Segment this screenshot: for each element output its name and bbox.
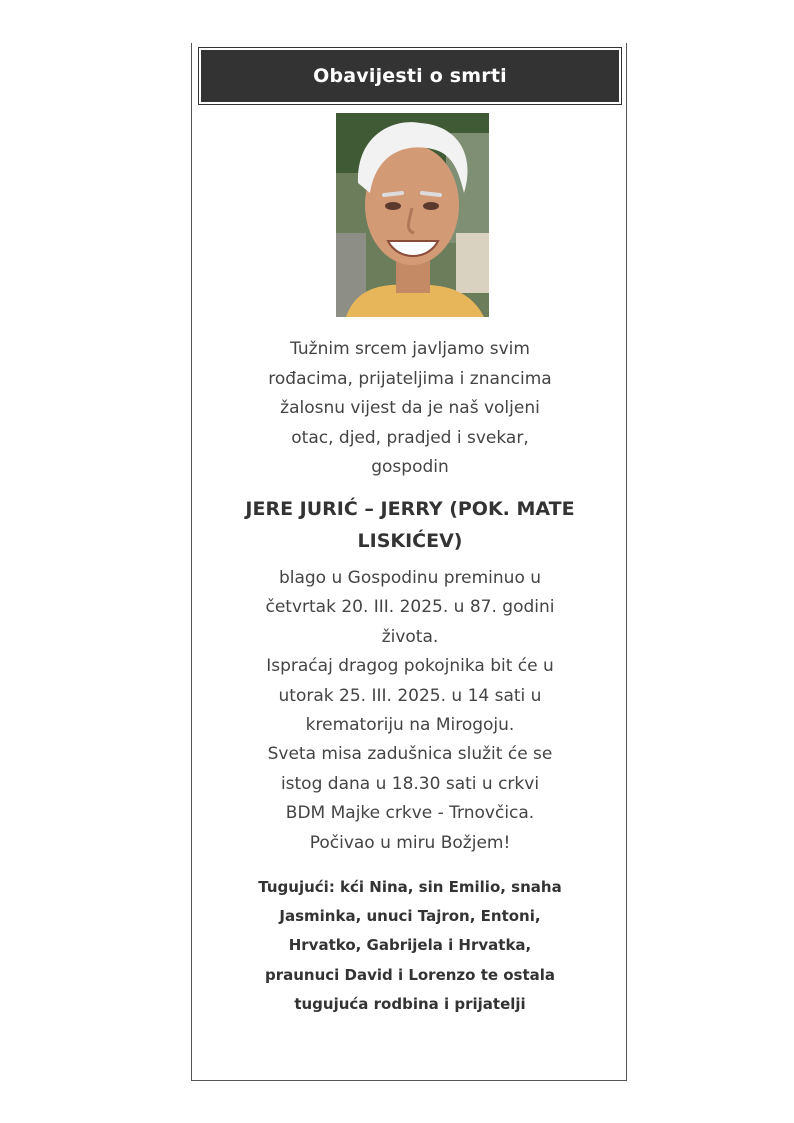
deceased-name: JERE JURIĆ – JERRY (POK. MATE LISKIĆEV) [245,498,575,552]
death-notice-card [191,43,627,1081]
header-frame [198,47,622,105]
portrait-photo [336,113,489,317]
notice-body: blago u Gospodinu preminuo u četvrtak 20. III. 2025. u 87. godini života. Ispraćaj dragog pokojnika bit će u utorak 25. III. 2025. u 14 sati u krematoriju na Mirogoju. Sveta misa zadušnica služit će se istog dana u 18.30 sati u crkvi BDM Majke crkve - Trnovčica. Počivao u miru Božjem! [265,568,555,853]
page-title: Obavijesti o smrti [313,65,507,87]
header-bar [201,50,619,102]
intro-text: Tužnim srcem javljamo svim rođacima, prijateljima i znancima žalosnu vijest da je naš voljeni otac, djed, pradjed i svekar, gospodin [268,339,552,477]
mourners-list: Tugujući: kći Nina, sin Emilio, snaha Jasminka, unuci Tajron, Entoni, Hrvatko, Gabrijela i Hrvatka, praunuci David i Lorenzo te ostala tugujuća rodbina i prijatelji [258,878,562,1013]
